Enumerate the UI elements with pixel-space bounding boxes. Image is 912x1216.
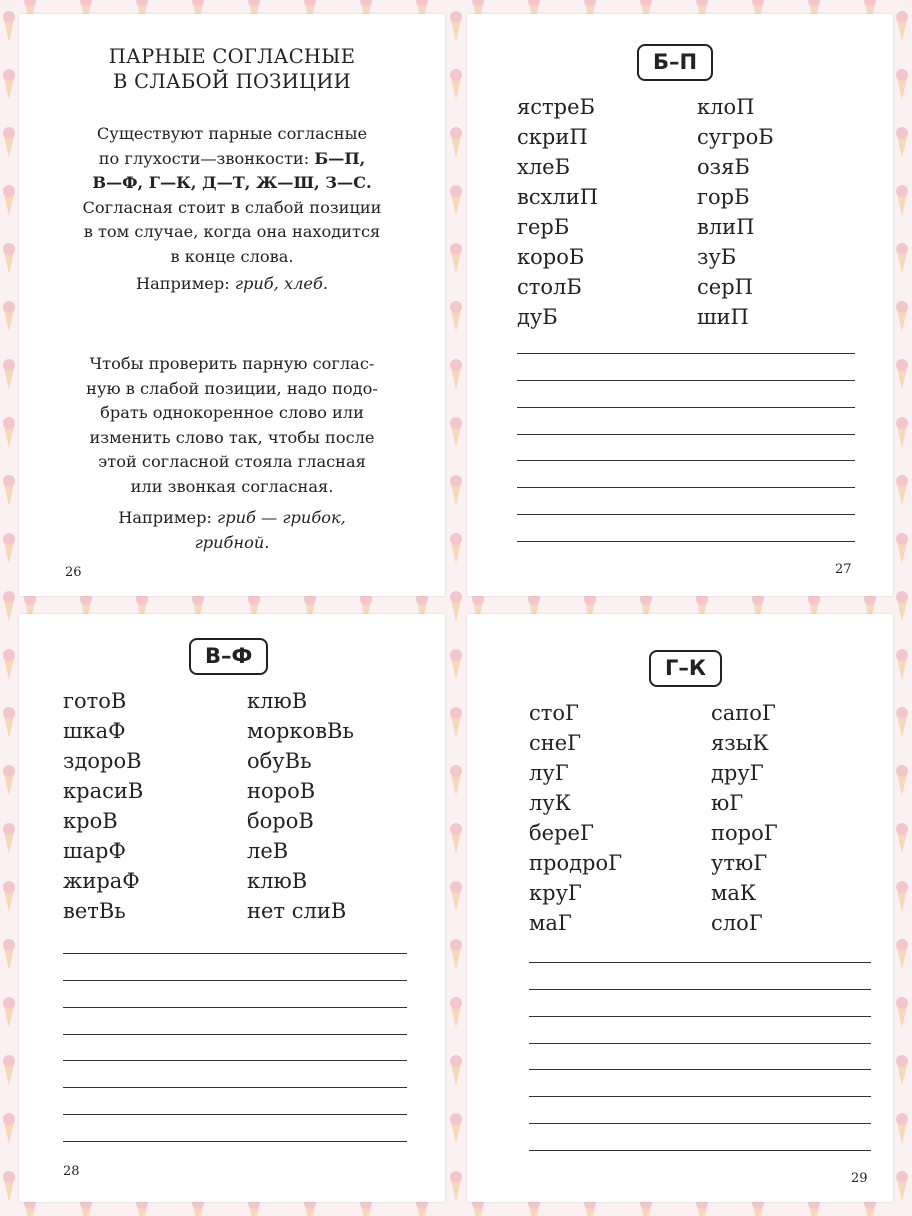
ice-cream-cone-icon xyxy=(3,301,15,332)
page-26 xyxy=(19,14,445,596)
consonant-pair-box: Б–П xyxy=(637,44,713,81)
ice-cream-cone-icon xyxy=(3,127,15,158)
example-words: гриб — грибок, xyxy=(217,508,346,527)
consonant-pair-box: Г–К xyxy=(649,650,722,687)
word: утюГ xyxy=(711,851,768,875)
ice-cream-cone-icon xyxy=(450,881,462,912)
ice-cream-cone-icon xyxy=(450,243,462,274)
word: скриП xyxy=(517,125,588,149)
ice-cream-cone-icon xyxy=(450,127,462,158)
check-line: или звонкая согласная. xyxy=(130,476,334,496)
ice-cream-cone-icon xyxy=(3,881,15,912)
ice-cream-cone-icon xyxy=(896,533,908,564)
ice-cream-cone-icon xyxy=(450,417,462,448)
writing-line[interactable] xyxy=(529,1070,871,1097)
writing-line[interactable] xyxy=(517,327,855,354)
example-label: Например: xyxy=(135,274,235,293)
ice-cream-cone-icon xyxy=(896,1171,908,1202)
ice-cream-cone-icon xyxy=(3,1113,15,1144)
ice-cream-cone-icon xyxy=(3,997,15,1028)
word-column-right xyxy=(247,686,354,926)
ice-cream-cone-icon xyxy=(450,301,462,332)
word: влиП xyxy=(697,215,755,239)
ice-cream-cone-icon xyxy=(450,475,462,506)
word: здороВ xyxy=(63,749,142,773)
writing-line[interactable] xyxy=(517,515,855,542)
ice-cream-cone-icon xyxy=(896,939,908,970)
ice-cream-cone-icon xyxy=(3,11,15,42)
ice-cream-cone-icon xyxy=(450,359,462,390)
writing-line[interactable] xyxy=(529,963,871,990)
rule-line: Существуют парные согласные xyxy=(96,124,368,143)
word: столБ xyxy=(517,275,582,299)
example-label: Например: xyxy=(118,508,218,527)
word: круГ xyxy=(529,881,582,905)
ice-cream-cone-icon xyxy=(3,185,15,216)
ice-cream-cone-icon xyxy=(3,939,15,970)
ice-cream-cone-icon xyxy=(3,1171,15,1202)
word: друГ xyxy=(711,761,764,785)
ice-cream-cone-icon xyxy=(896,475,908,506)
writing-line[interactable] xyxy=(517,435,855,462)
word: всхлиП xyxy=(517,185,599,209)
word: луК xyxy=(529,791,571,815)
ice-cream-cone-icon xyxy=(896,69,908,100)
ice-cream-cone-icon xyxy=(3,359,15,390)
word: языК xyxy=(711,731,769,755)
ice-cream-cone-icon xyxy=(3,591,15,622)
page-number: 28 xyxy=(63,1164,80,1179)
word: стоГ xyxy=(529,701,579,725)
check-line: изменить слово так, чтобы после xyxy=(89,427,375,447)
ice-cream-cone-icon xyxy=(3,533,15,564)
ice-cream-cone-icon xyxy=(3,243,15,274)
word: пороГ xyxy=(711,821,778,845)
page-28 xyxy=(19,614,445,1202)
writing-line[interactable] xyxy=(63,1115,407,1142)
word-column-left xyxy=(517,92,598,332)
check-line: Чтобы проверить парную соглас- xyxy=(89,354,375,373)
word: короБ xyxy=(517,245,585,269)
writing-lines[interactable] xyxy=(517,327,855,542)
ice-cream-cone-icon xyxy=(450,765,462,796)
writing-line[interactable] xyxy=(529,1044,871,1071)
word: бороВ xyxy=(247,809,314,833)
ice-cream-cone-icon xyxy=(896,359,908,390)
page-29 xyxy=(467,614,893,1202)
ice-cream-cone-icon xyxy=(450,69,462,100)
ice-cream-cone-icon xyxy=(450,533,462,564)
writing-line[interactable] xyxy=(529,1097,871,1124)
rule-paragraph xyxy=(49,122,415,269)
writing-line[interactable] xyxy=(517,488,855,515)
writing-line[interactable] xyxy=(63,1035,407,1062)
ice-cream-cone-icon xyxy=(450,11,462,42)
writing-line[interactable] xyxy=(63,1008,407,1035)
rule-line: Согласная стоит в слабой позиции xyxy=(82,197,382,217)
check-line: брать однокоренное слово или xyxy=(100,403,364,422)
ice-cream-cone-icon xyxy=(896,1113,908,1144)
word-column-left xyxy=(63,686,143,926)
ice-cream-cone-icon xyxy=(896,1055,908,1086)
ice-cream-cone-icon xyxy=(450,997,462,1028)
word: красиВ xyxy=(63,779,144,803)
writing-line[interactable] xyxy=(529,1017,871,1044)
writing-line[interactable] xyxy=(63,981,407,1008)
ice-cream-cone-icon xyxy=(896,127,908,158)
word: леВ xyxy=(247,839,289,863)
word: зуБ xyxy=(697,245,737,269)
ice-cream-cone-icon xyxy=(450,707,462,738)
ice-cream-cone-icon xyxy=(450,1113,462,1144)
ice-cream-cone-icon xyxy=(3,823,15,854)
ice-cream-cone-icon xyxy=(896,243,908,274)
word: серП xyxy=(697,275,753,299)
word: ястреБ xyxy=(517,95,595,119)
writing-line[interactable] xyxy=(63,954,407,981)
ice-cream-cone-icon xyxy=(450,649,462,680)
ice-cream-cone-icon xyxy=(450,823,462,854)
page-number: 26 xyxy=(65,565,82,580)
word: юГ xyxy=(711,791,744,815)
ice-cream-cone-icon xyxy=(3,707,15,738)
word: береГ xyxy=(529,821,594,845)
ice-cream-cone-icon xyxy=(450,185,462,216)
ice-cream-cone-icon xyxy=(896,11,908,42)
word: продроГ xyxy=(529,851,623,875)
writing-line[interactable] xyxy=(63,927,407,954)
word: клоП xyxy=(697,95,755,119)
word: снеГ xyxy=(529,731,582,755)
rule-text: по глухости—звонкости: xyxy=(98,148,315,168)
consonant-pairs: В—Ф, Г—К, Д—Т, Ж—Ш, З—С. xyxy=(92,173,372,192)
word: готоВ xyxy=(63,689,127,713)
word: кроВ xyxy=(63,809,118,833)
word: слоГ xyxy=(711,911,763,935)
check-paragraph xyxy=(49,352,415,499)
word: жираФ xyxy=(63,869,140,893)
ice-cream-cone-icon xyxy=(896,881,908,912)
word: герБ xyxy=(517,215,570,239)
consonant-pair-box: В–Ф xyxy=(189,638,268,675)
rule-line xyxy=(49,147,415,172)
word: морковВь xyxy=(247,719,354,743)
writing-line[interactable] xyxy=(529,936,871,963)
ice-cream-cone-icon xyxy=(450,1055,462,1086)
writing-line[interactable] xyxy=(529,1124,871,1151)
example-words: гриб, хлеб. xyxy=(234,274,329,293)
check-line: этой согласной стояла гласная xyxy=(98,452,366,471)
ice-cream-cone-icon xyxy=(896,185,908,216)
word-column-left xyxy=(529,698,622,938)
word: клюВ xyxy=(247,689,308,713)
writing-line[interactable] xyxy=(517,354,855,381)
writing-line[interactable] xyxy=(529,990,871,1017)
word: клюВ xyxy=(247,869,308,893)
word: луГ xyxy=(529,761,569,785)
word-column-right xyxy=(697,92,774,332)
ice-cream-cone-icon xyxy=(896,591,908,622)
ice-cream-cone-icon xyxy=(3,765,15,796)
ice-cream-cone-icon xyxy=(3,475,15,506)
ice-cream-cone-icon xyxy=(450,939,462,970)
writing-line[interactable] xyxy=(517,408,855,435)
title-line-2: В СЛАБОЙ ПОЗИЦИИ xyxy=(113,70,351,93)
word: сапоГ xyxy=(711,701,776,725)
word-column-right xyxy=(711,698,778,938)
writing-lines[interactable] xyxy=(63,927,407,1142)
example-words: грибной. xyxy=(194,532,270,552)
writing-line[interactable] xyxy=(517,461,855,488)
word: ветВь xyxy=(63,899,126,923)
page-number: 29 xyxy=(851,1171,868,1186)
word: хлеБ xyxy=(517,155,571,179)
writing-lines[interactable] xyxy=(529,936,871,1151)
writing-line[interactable] xyxy=(63,1061,407,1088)
word: нет слиВ xyxy=(247,899,347,923)
rule-line: в том случае, когда она находится xyxy=(83,222,381,241)
word: маГ xyxy=(529,911,572,935)
word: озяБ xyxy=(697,155,750,179)
page-27 xyxy=(467,14,893,596)
ice-cream-cone-icon xyxy=(3,1055,15,1086)
word: горБ xyxy=(697,185,750,209)
ice-cream-cone-icon xyxy=(896,823,908,854)
example-2 xyxy=(49,506,415,555)
ice-cream-cone-icon xyxy=(3,417,15,448)
word: сугроБ xyxy=(697,125,774,149)
word: шарФ xyxy=(63,839,126,863)
word: обуВь xyxy=(247,749,312,773)
ice-cream-cone-icon xyxy=(3,69,15,100)
title-line-1: ПАРНЫЕ СОГЛАСНЫЕ xyxy=(108,45,356,68)
ice-cream-cone-icon xyxy=(896,417,908,448)
writing-line[interactable] xyxy=(517,381,855,408)
page-number: 27 xyxy=(835,562,852,577)
ice-cream-cone-icon xyxy=(896,301,908,332)
ice-cream-cone-icon xyxy=(450,1171,462,1202)
ice-cream-cone-icon xyxy=(896,997,908,1028)
check-line: ную в слабой позиции, надо подо- xyxy=(86,378,378,398)
word: нороВ xyxy=(247,779,316,803)
rule-line: в конце слова. xyxy=(170,246,294,266)
ice-cream-cone-icon xyxy=(3,649,15,680)
page-title xyxy=(19,44,445,94)
ice-cream-cone-icon xyxy=(896,707,908,738)
word: шиП xyxy=(697,305,749,329)
ice-cream-cone-icon xyxy=(896,649,908,680)
example-1 xyxy=(49,272,415,297)
ice-cream-cone-icon xyxy=(896,765,908,796)
writing-line[interactable] xyxy=(63,1088,407,1115)
word: дуБ xyxy=(517,305,558,329)
ice-cream-cone-icon xyxy=(450,591,462,622)
consonant-pairs: Б—П, xyxy=(314,148,366,168)
word: маК xyxy=(711,881,757,905)
word: шкаФ xyxy=(63,719,126,743)
